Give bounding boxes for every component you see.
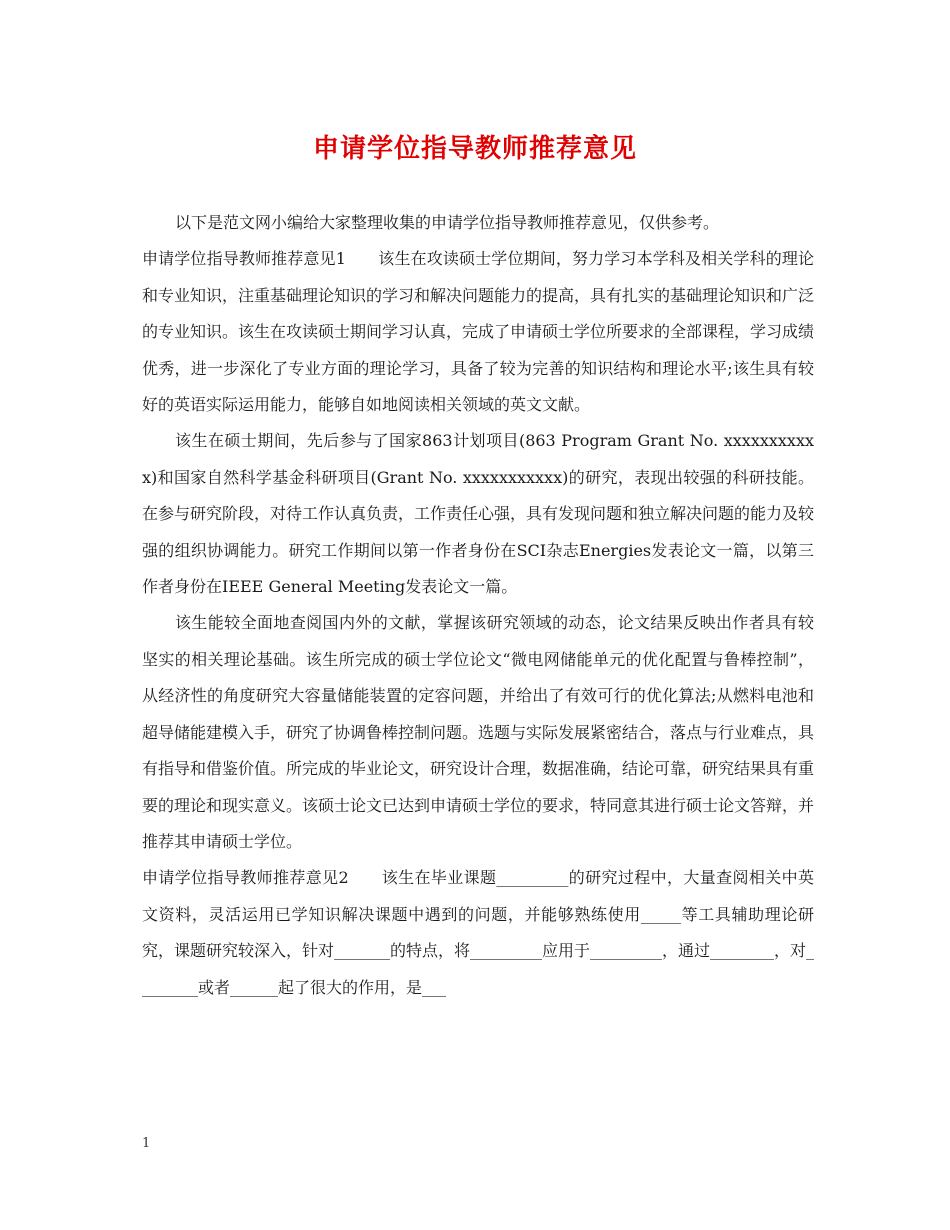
document-body <box>142 205 814 1006</box>
recommendation-2-paragraph: 申请学位指导教师推荐意见2 该生在毕业课题_________的研究过程中，大量查阅相关中英文资料，灵活运用已学知识解决课题中遇到的问题，并能够熟练使用_____等工具辅助理论研究，课题研究较深入，针对_______的特点，将_________应用于_________，通过________，对________或者______起了很大的作用，是___ <box>142 868 815 997</box>
thesis-paragraph: 该生能较全面地查阅国内外的文献，掌握该研究领域的动态，论文结果反映出作者具有较坚实的相关理论基础。该生所完成的硕士学位论文“微电网储能单元的优化配置与鲁棒控制”，从经济性的角度研究大容量储能装置的定容问题，并给出了有效可行的优化算法;从燃料电池和超导储能建模入手，研究了协调鲁棒控制问题。选题与实际发展紧密结合，落点与行业难点，具有指导和借鉴价值。所完成的毕业论文，研究设计合理，数据准确，结论可靠，研究结果具有重要的理论和现实意义。该硕士论文已达到申请硕士学位的要求，特同意其进行硕士论文答辩，并推荐其申请硕士学位。 <box>142 613 815 851</box>
intro-paragraph: 以下是范文网小编给大家整理收集的申请学位指导教师推荐意见，仅供参考。 <box>175 213 720 232</box>
page-number: 1 <box>142 1136 151 1151</box>
document-title: 申请学位指导教师推荐意见 <box>312 134 637 164</box>
research-paragraph: 该生在硕士期间，先后参与了国家863计划项目(863 Program Grant No. xxxxxxxxxxx)和国家自然科学基金科研项目(Grant No. xxxxxxxxxxx)的研究，表现出较强的科研技能。在参与研究阶段，对待工作认真负责，工作责任心强，具有发现问题和独立解决问题的能力及较强的组织协调能力。研究工作期间以第一作者身份在SCI杂志Energies发表论文一篇，以第三作者身份在IEEE General Meeting发表论文一篇。 <box>142 431 815 597</box>
recommendation-1-paragraph: 申请学位指导教师推荐意见1 该生在攻读硕士学位期间，努力学习本学科及相关学科的理论和专业知识，注重基础理论知识的学习和解决问题能力的提高，具有扎实的基础理论知识和广泛的专业知识。该生在攻读硕士期间学习认真，完成了申请硕士学位所要求的全部课程，学习成绩优秀，进一步深化了专业方面的理论学习，具备了较为完善的知识结构和理论水平;该生具有较好的英语实际运用能力，能够自如地阅读相关领域的英文文献。 <box>142 249 815 415</box>
